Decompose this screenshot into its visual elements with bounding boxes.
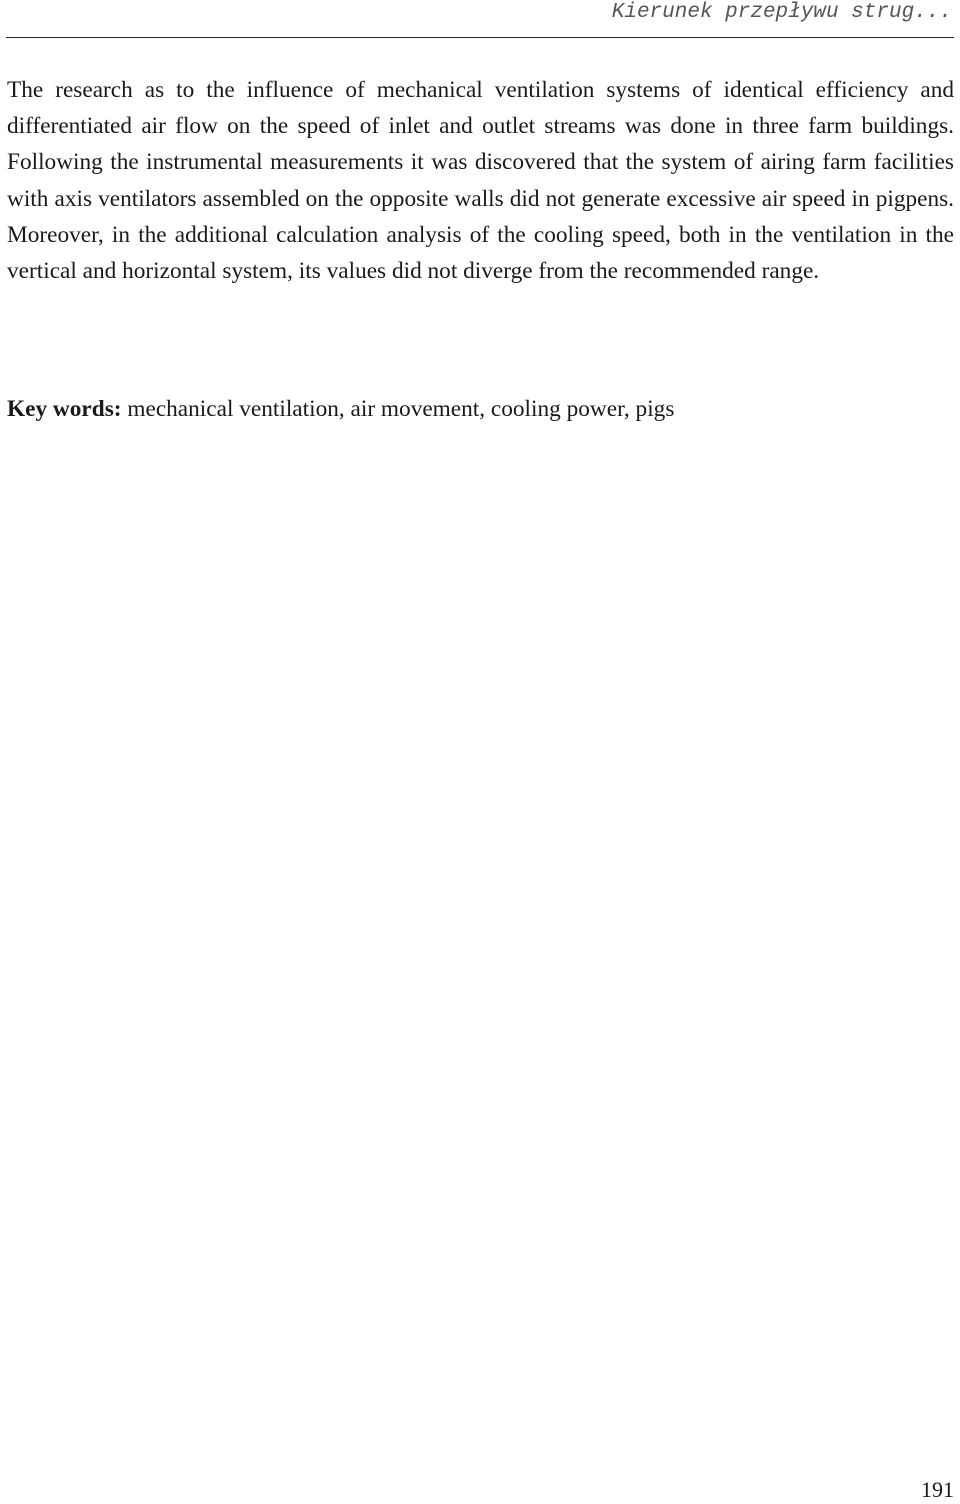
abstract-paragraph: The research as to the influence of mechanical ventilation systems of identical efficiency and differentiated air flow on the speed of inlet and outlet streams was done in three farm buildings. Following the instrumental measurements it was discovered that the system of airing farm facilities with axis ventilators assembled on the opposite walls did not generate excessive air speed in pigpens. Moreover, in the additional calculation analysis of the cooling speed, both in the ventilation in the vertical and horizontal system, its values did not diverge from the recommended range. xyxy=(7,77,954,285)
running-title: Kierunek przepływu strug... xyxy=(611,1,952,24)
keywords-label: Key words: xyxy=(7,396,122,422)
running-header xyxy=(6,0,954,38)
page-number: 191 xyxy=(921,1477,954,1502)
keywords-list: mechanical ventilation, air movement, cooling power, pigs xyxy=(121,396,675,422)
keywords-line xyxy=(7,391,954,427)
